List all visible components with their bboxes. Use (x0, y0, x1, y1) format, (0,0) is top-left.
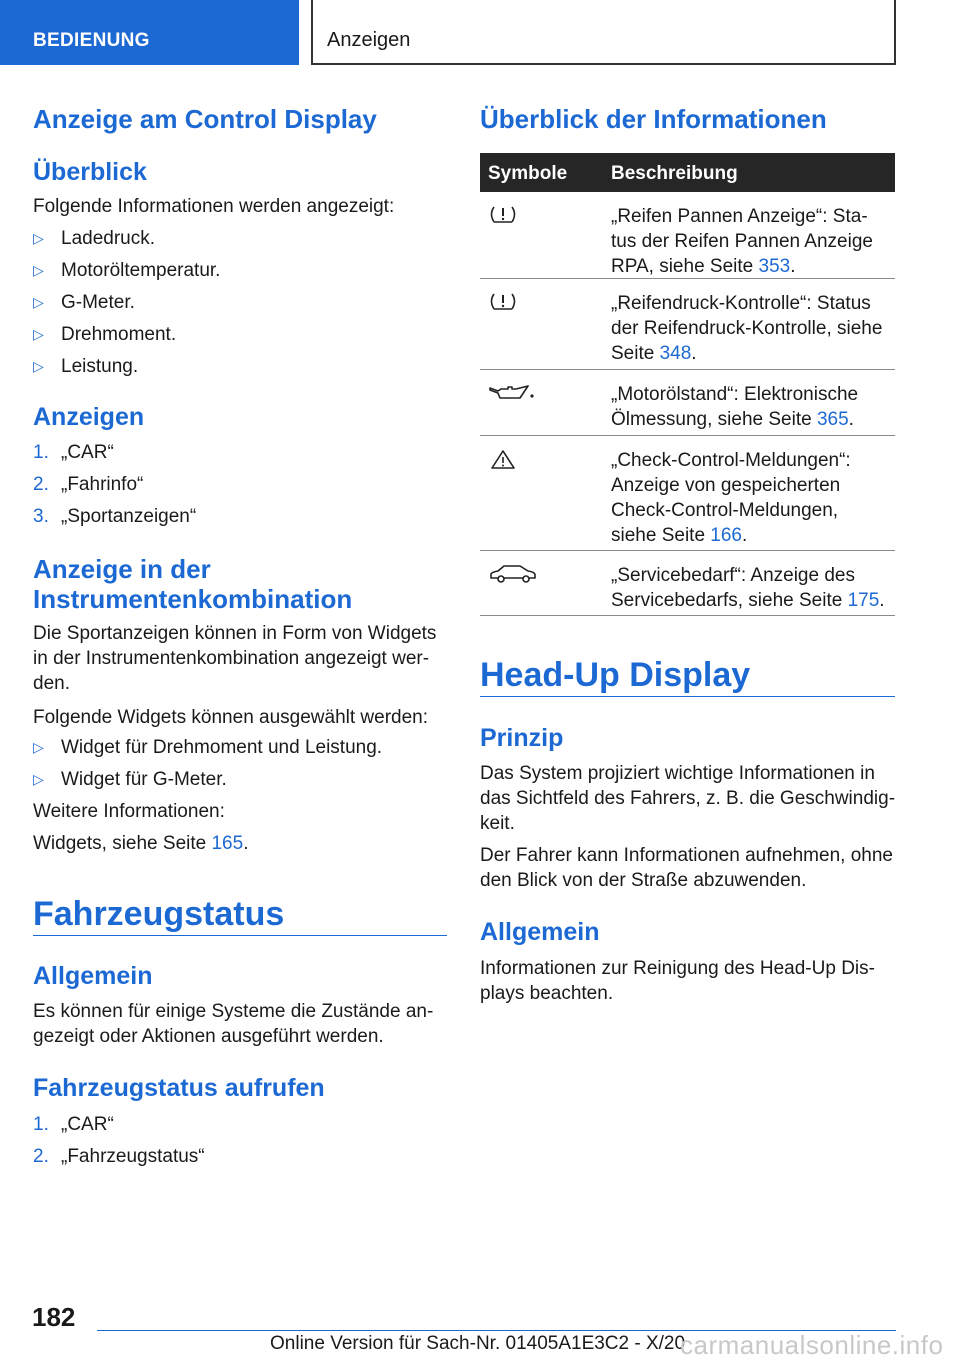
table-row (480, 192, 895, 279)
car-service-icon (488, 563, 538, 587)
tire-warning-icon (488, 204, 538, 228)
heading-control-display: Anzeige am Control Display (33, 104, 377, 134)
table-row (480, 551, 895, 616)
heading-fahrzeugstatus: Fahrzeugstatus (33, 895, 285, 933)
triangle-bullet-icon: ▷ (33, 771, 44, 787)
page-link[interactable]: 166 (710, 525, 742, 546)
row-description: „Reifen Pannen Anzeige“: Sta- tus der Reifen Pannen Anzeige RPA, siehe Seite 353. (611, 206, 873, 277)
list-item: 1. „CAR“ (33, 442, 114, 463)
paragraph-prinzip-1: Das System projiziert wichtige Informationen in das Sichtfeld des Fahrers, z. B. die Geschwindig- keit. (480, 763, 896, 834)
paragraph-widgets: Folgende Widgets können ausgewählt werden: (33, 707, 429, 728)
heading-ueberblick: Überblick (33, 158, 147, 186)
page-link[interactable]: 165 (211, 833, 244, 854)
heading-prinzip: Prinzip (480, 724, 564, 752)
paragraph-allgemein-right: Informationen zur Reinigung des Head-Up Dis- plays beachten. (480, 958, 875, 1004)
column-header-beschreibung: Beschreibung (611, 163, 738, 184)
column-header-symbole: Symbole (488, 163, 568, 184)
table-row (480, 279, 895, 370)
section-rule (33, 935, 447, 936)
table-header (480, 153, 895, 192)
paragraph-prinzip-2: Der Fahrer kann Informationen aufnehmen, ohne den Blick von der Straße abzuwenden. (480, 845, 893, 891)
list-item: ▷ Ladedruck. (33, 228, 156, 249)
section-tab (311, 0, 896, 65)
warning-triangle-icon (488, 448, 538, 472)
row-description: „Reifendruck-Kontrolle“: Status der Reifendruck-Kontrolle, siehe Seite 348. (611, 293, 883, 364)
watermark: carmanualsonline.info (680, 1330, 944, 1360)
chapter-tab (0, 0, 299, 65)
page-link[interactable]: 348 (659, 343, 692, 364)
heading-head-up-display: Head-Up Display (480, 656, 751, 694)
page-link[interactable]: 365 (816, 409, 849, 430)
row-description: „Servicebedarf“: Anzeige des Servicebedarfs, siehe Seite 175. (611, 565, 885, 611)
triangle-bullet-icon: ▷ (33, 294, 44, 310)
heading-allgemein-left: Allgemein (33, 962, 153, 990)
page-number: 182 (32, 1302, 76, 1332)
tire-pressure-icon (488, 291, 538, 315)
heading-ueberblick-informationen: Überblick der Informationen (480, 104, 827, 134)
list-item: 2. „Fahrzeugstatus“ (33, 1146, 205, 1167)
triangle-bullet-icon: ▷ (33, 326, 44, 342)
list-item: ▷ Widget für Drehmoment und Leistung. (33, 737, 383, 758)
heading-allgemein-right: Allgemein (480, 918, 600, 946)
list-item: ▷ Leistung. (33, 356, 139, 377)
triangle-bullet-icon: ▷ (33, 739, 44, 755)
list-item: ▷ Drehmoment. (33, 324, 177, 345)
paragraph-sportanzeigen: Die Sportanzeigen können in Form von Widgets in der Instrumentenkombination angezeigt wer- den. (33, 623, 437, 694)
paragraph-folgende: Folgende Informationen werden angezeigt: (33, 196, 395, 217)
list-item: ▷ Widget für G-Meter. (33, 769, 227, 790)
list-item: 2. „Fahrinfo“ (33, 474, 144, 495)
row-description: „Motorölstand“: Elektronische Ölmessung, siehe Seite 365. (611, 384, 859, 430)
list-item: 3. „Sportanzeigen“ (33, 506, 197, 527)
row-description: „Check-Control-Meldungen“: Anzeige von gespeicherten Check-Control-Meldungen, siehe Seite 166. (611, 450, 851, 546)
online-version-text: Online Version für Sach-Nr. 01405A1E3C2 - X/20 (270, 1333, 686, 1354)
page-link[interactable]: 175 (847, 590, 880, 611)
triangle-bullet-icon: ▷ (33, 262, 44, 278)
heading-instrumentenkombination: Anzeige in der Instrumentenkombination (33, 554, 353, 614)
paragraph-weitere: Weitere Informationen: (33, 801, 225, 822)
section-rule (480, 696, 895, 697)
list-item: ▷ Motoröltemperatur. (33, 260, 221, 281)
section-title: Anzeigen (327, 29, 411, 51)
heading-anzeigen: Anzeigen (33, 403, 145, 431)
list-item: 1. „CAR“ (33, 1114, 114, 1135)
oil-can-icon (488, 382, 538, 406)
page-link[interactable]: 353 (758, 256, 791, 277)
list-item: ▷ G-Meter. (33, 292, 135, 313)
heading-fahrzeugstatus-aufrufen: Fahrzeugstatus aufrufen (33, 1074, 325, 1102)
triangle-bullet-icon: ▷ (33, 230, 44, 246)
triangle-bullet-icon: ▷ (33, 358, 44, 374)
paragraph-widgets-ref: Widgets, siehe Seite 165. (33, 833, 249, 854)
table-row (480, 436, 895, 551)
paragraph-allgemein-left: Es können für einige Systeme die Zustände an- gezeigt oder Aktionen ausgeführt werden. (33, 1001, 434, 1047)
table-row (480, 370, 895, 436)
chapter-title: BEDIENUNG (33, 30, 150, 51)
